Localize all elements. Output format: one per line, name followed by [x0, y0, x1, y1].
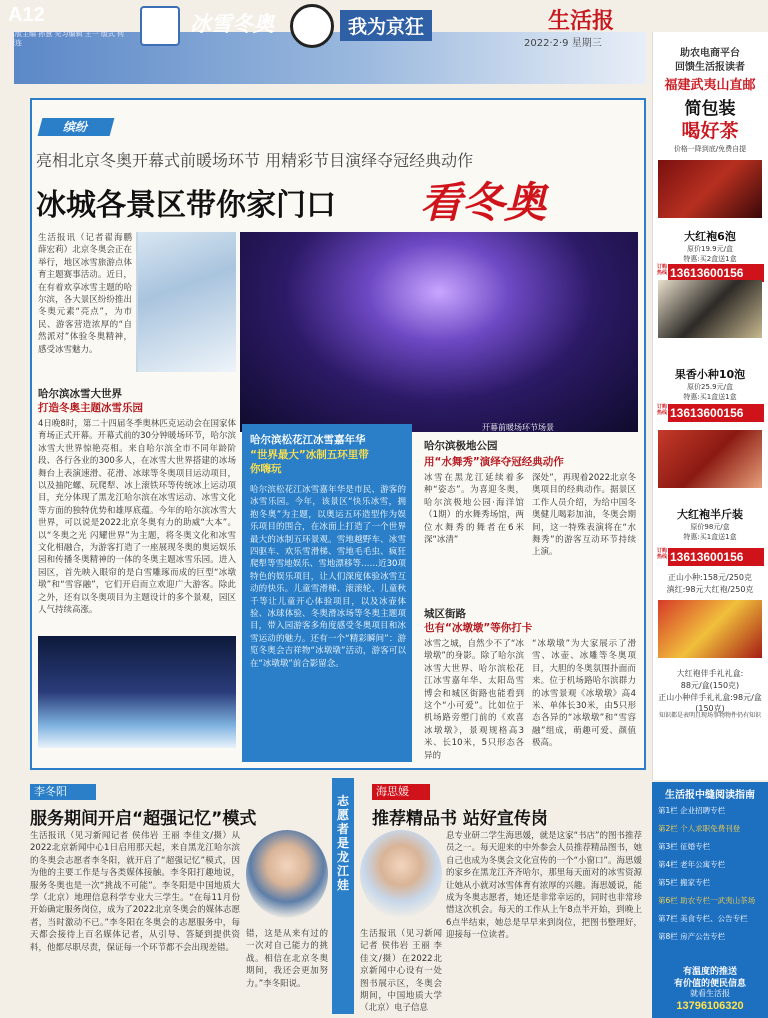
volunteer-name-tag-2: 海思媛 — [372, 784, 430, 800]
beijing-2022-logo-icon — [140, 6, 180, 46]
street-subhead-tagline: 也有“冰墩墩”等你打卡 — [424, 622, 533, 634]
songhua-subhead-tagline: “世界最大”冰制五环里带你嗨玩 — [250, 449, 369, 475]
volunteer-story-2-body-1: 生活报讯（见习新闻记者 侯伟岩 王丽 李佳文/摄）在2022北京新闻中心设有一处图书展示区，冬奥会期间，中国地质大学（北京）电子信息 — [360, 929, 442, 1014]
ad-price-line: 价格一降到底/免费自提 — [673, 145, 747, 153]
vertical-banner: 志愿者是龙江娃 — [332, 778, 354, 1014]
snow-sculpture-photo — [38, 636, 236, 748]
gift-price-2: 正山小种伴手礼礼盒:98元/盒(150克) — [658, 693, 762, 713]
guide-row-text: 房产公告专栏 — [680, 932, 726, 941]
guide-row-label: 第1栏 — [658, 806, 678, 815]
volunteer-portrait-photo-2 — [360, 830, 442, 918]
polar-park-body-2: 深处”，再现着2022北京冬奥项目的经典动作。据景区工作人员介绍，为给中国冬奥健儿喝彩加油，冬奥会期间，这一特殊表演将在“水舞秀”的游客互动环节持续上演。 — [532, 473, 636, 558]
polar-park-subhead-tagline: 用“水舞秀”演绎夺冠经典动作 — [424, 456, 564, 468]
order-label: 订购热线 — [656, 548, 668, 566]
guide-row-label: 第2栏 — [658, 824, 678, 833]
guide-row — [658, 806, 762, 816]
editor-credits: 本版主编 孙慧 见习编辑 王一 版式 何海连 — [8, 30, 125, 47]
opening-ceremony-photo — [240, 232, 638, 432]
newspaper-brand: 生活报 — [548, 8, 615, 34]
mascot-icon — [290, 4, 334, 48]
guide-row-text: 助农专栏一武夷山茶场 — [680, 896, 756, 905]
volunteer-story-2-body-2: 息专业研二学生海思媛，就是这家“书店”的图书推荐员之一。每天迎来的中外参会人员推荐精品图书，她自己也成为冬奥会文化宣传的一个“小窗口”。海思媛的家乡在黑龙江齐齐哈尔，那里每天面对的冰雪资源让她从小就对冰雪体育有浓厚的兴趣。海思媛说，能成为冬奥志愿者，她还是非常幸运的，同时也非常珍惜这次机会。每天的工作从上午8点半开始，到晚上6点半结束，她总是早早来到岗位，把图书整理好，迎接每一位读者。 — [446, 831, 642, 941]
volunteer-story-title: 服务期间开启“超强记忆”模式 — [30, 809, 257, 829]
order-phone: 13613600156 — [670, 406, 744, 420]
guide-row-label: 第4栏 — [658, 860, 678, 869]
ad-brand: 福建武夷山直邮 — [664, 78, 756, 93]
gift-note: 知识都是表明且现场事物物件仍有知识 — [658, 712, 761, 719]
product-photo — [658, 160, 762, 218]
intro-paragraph: 生活报讯（记者翟海鹏 薛宏莉）北京冬奥会正在举行，地区冰雪旅游点体育主题赛事活动。近日，在有着欢享冰雪主题的哈尔滨，各大景区纷纷推出冬奥元素“亮点”，为市民、游客营造浓厚的“自然派对”体验冬奥精神，感受冰雪魅力。 — [38, 233, 132, 355]
guide-row-text: 个人求职免费刊登 — [680, 824, 741, 833]
gift-box-photo — [658, 600, 762, 658]
guide-phone[interactable]: 13796106320 — [676, 1000, 744, 1012]
reading-guide-title: 生活报中缝阅读指南 — [665, 790, 755, 801]
product-name: 大红袍6泡 — [684, 230, 736, 243]
subheadline: 亮相北京冬奥开幕式前暖场环节 用精彩节目演绎夺冠经典动作 — [36, 151, 474, 170]
page-number: A12 — [8, 4, 45, 26]
polar-park-subhead: 哈尔滨极地公园 — [424, 440, 498, 452]
product-name: 果香小种10泡 — [674, 368, 746, 381]
guide-footer-line-1: 有温度的推送 — [682, 967, 737, 977]
guide-row — [658, 860, 762, 870]
polar-park-body-1: 冰雪在黑龙江延续着多种“姿态”。为喜迎冬奥，哈尔滨极地公园·海洋馆（1期）的水舞秀场馆，两位水舞秀的舞者在6米深“冰清” — [424, 473, 524, 546]
guide-row-label: 第8栏 — [658, 932, 678, 941]
guide-row-text: 美食专栏、公告专栏 — [680, 914, 748, 923]
product-offer: 特惠:买1盒送1盒 — [683, 393, 737, 401]
guide-row — [658, 842, 762, 852]
street-body-1: 冰雪之城，自然少不了“冰墩墩”的身影。除了哈尔滨冰雪大世界、哈尔滨松花江冰雪嘉年华、太阳岛雪博会和城区街路也能看到这个“小可爱”。比如位于机场路旁塑门前的《欢喜冰墩墩》，景观规格高3米、长10米，5只形态各异的 — [424, 639, 524, 761]
column-title: 冰雪冬奥 — [190, 12, 274, 36]
figure-skating-photo — [136, 232, 236, 372]
order-label: 订购热线 — [656, 404, 668, 422]
product-price: 原价19.9元/盒 — [687, 245, 733, 253]
product-price: 滇红:98元大红袍/250克 — [666, 585, 754, 594]
guide-row-text: 征婚专栏 — [680, 842, 711, 851]
street-body-2: “冰墩墩”为大家展示了滑雪、冰壶、冰雕等冬奥项目，大胆的冬奥氛围扑面而来。位于机场路哈尔滨群力的冰雪景观《冰墩墩》高4米、单体长30米，由5只形态各异的“冰墩墩”和“雪容融”组成，萌趣可爱、颜值极高。 — [532, 639, 636, 749]
product-offer: 特惠:买2盒送1盒 — [683, 255, 737, 263]
harbin-subhead-tagline: 打造冬奥主题冰雪乐园 — [38, 402, 143, 414]
songhua-body: 哈尔滨松花江冰雪嘉年华是市民、游客的冰雪乐园。今年，该景区“快乐冰雪，拥抱冬奥”为主题，以奥运五环造型作为娱乐项目的围合，在冰面上打造了一个世界最大的冰制五环景观。雪地越野车、冰雪四驱车、欢乐雪滑梯、雪地毛毛虫、疯狂爬犁等雪地娱乐、雪地漂移等……近30项特色的娱乐项目，让人们深度体验冰雪互动的快乐。儿童雪滑梯、滚滚轮、儿童秋千等让儿童开心体验项目，以及冰壶体验、冰球体验、冬奥滑冰场等冬奥主题项目，带入园游客多角度感受冬奥项目和冰雪运动的魅力。还有一个“精彩瞬间”：游览冬奥会吉祥物“冰墩墩”活动，游客可以在“冰墩墩”前合影留念。 — [250, 485, 406, 669]
guide-row-label: 第7栏 — [658, 914, 678, 923]
section-tag: 缤纷 — [38, 118, 115, 136]
ad-slogan-1: 简包装 — [684, 99, 736, 119]
order-hotline[interactable] — [656, 548, 764, 566]
order-phone: 13613600156 — [670, 266, 744, 280]
gift-price: 88元/盒(150克) — [680, 681, 740, 690]
product-offer: 特惠:买1盒送1盒 — [683, 533, 737, 541]
guide-row — [658, 914, 762, 924]
issue-date: 2022·2·9 星期三 — [524, 38, 602, 49]
order-hotline[interactable] — [656, 404, 764, 422]
order-label: 订购热线 — [656, 264, 668, 282]
guide-row-text: 企业招聘专栏 — [680, 806, 726, 815]
volunteer-portrait-photo — [246, 830, 328, 918]
guide-row — [658, 932, 762, 942]
headline-accent: 看冬奥 — [420, 178, 547, 227]
street-subhead: 城区街路 — [424, 608, 466, 620]
volunteer-story-body: 生活报讯（见习新闻记者 侯伟岩 王丽 李佳文/摄）从2022北京新闻中心1日启用那天起，来自黑龙江哈尔滨的冬奥会志愿者李冬阳，就开启了“超强记忆”模式，因为他的主要工作是与各类媒体接触。李冬阳打趣地说，服务冬奥也是一次“挑战不可能”。李冬阳是中国地质大学（北京）地理信息科学专业大三学生。“在每11月份开始确定服务岗位，成为了2022北京冬奥会的媒体志愿者，当时激动不已。”李冬阳在冬奥会的志愿服务中，每天都会接待上百名媒体记者，从引导、答疑到提供资料，他都尽职尽责，保证每一个环节都不会出现差错。 — [30, 831, 240, 953]
guide-row-text: 搬家专栏 — [680, 878, 711, 887]
guide-row — [658, 878, 762, 888]
guide-row — [658, 896, 762, 906]
photo-caption: 开幕前暖场环节场景 — [482, 423, 554, 432]
guide-row-label: 第3栏 — [658, 842, 678, 851]
guide-row-label: 第6栏 — [658, 896, 678, 905]
product-name: 大红袍半斤装 — [677, 508, 743, 521]
guide-footer-line-3: 就看生活报 — [690, 989, 730, 998]
guide-row-label: 第5栏 — [658, 878, 678, 887]
volunteer-story-title-2: 推荐精品书 站好宣传岗 — [372, 809, 548, 829]
headline: 冰城各景区带你家门口 — [36, 188, 336, 223]
guide-footer-line-2: 有价值的便民信息 — [673, 979, 746, 989]
harbin-subhead: 哈尔滨冰雪大世界 — [38, 388, 122, 400]
order-phone: 13613600156 — [670, 550, 744, 564]
product-name: 正山小种:158元/250克 — [668, 573, 752, 582]
harbin-body: 4日晚8时，第二十四届冬季奥林匹克运动会在国家体育场正式开幕。开幕式前的30分钟暖场环节，哈尔滨冰雪大世界惊艳亮相。来自哈尔滨全市不同年龄阶段、各行各业的300多人，在冰雪大世界搭建的冰场舞台上表演速滑、花滑、冰球等冬奥项目运动项目，以及抽陀螺、玩爬犁、冰上滚铁环等传统冰上运动项目，充分体现了黑龙江哈尔滨在冰雪运动、冰雪文化等方面的独特优势和雄厚底蕴。今年的哈尔滨冰雪大世界，可以说是2022北京冬奥有力的助威“大本”。以“冬奥之光 闪耀世界”为主题，将冬奥文化和冰雪文化相融合，为游客打造了一座展现冬奥的奥运娱乐园和传播冬奥精神的一体的冬奥主题冰雪乐园。进入园区，首先映入眼帘的是白雪雕琢而成的巨型“冰墩墩”和“雪容融”，它们开启而立欢迎广大游客。除此之外，还有以冬奥项目为主题设计的多个景观，园区人气持续高涨。 — [38, 419, 236, 616]
ad-top-line-1: 助农电商平台 — [680, 48, 740, 59]
gift-name: 大红袍伴手礼礼盒: — [676, 669, 744, 678]
product-price: 原价98元/盒 — [690, 523, 730, 531]
product-photo — [658, 430, 762, 488]
ad-top-line-2: 回馈生活报读者 — [675, 62, 745, 73]
volunteer-name-tag: 李冬阳 — [30, 784, 96, 800]
ad-slogan-2: 喝好茶 — [681, 120, 739, 142]
guide-row — [658, 824, 762, 834]
column-slogan: 我为京狂 — [340, 10, 432, 41]
volunteer-story-body-2: 错，这是从来有过的一次对自己能力的挑战。相信在北京冬奥期间，我还会更加努力。”李冬阳说。 — [246, 929, 328, 989]
product-price: 原价25.9元/盒 — [687, 383, 733, 391]
songhua-subhead: 哈尔滨松花江冰雪嘉年华 — [250, 434, 366, 446]
guide-row-text: 老年公寓专栏 — [680, 860, 726, 869]
product-photo — [658, 280, 762, 338]
